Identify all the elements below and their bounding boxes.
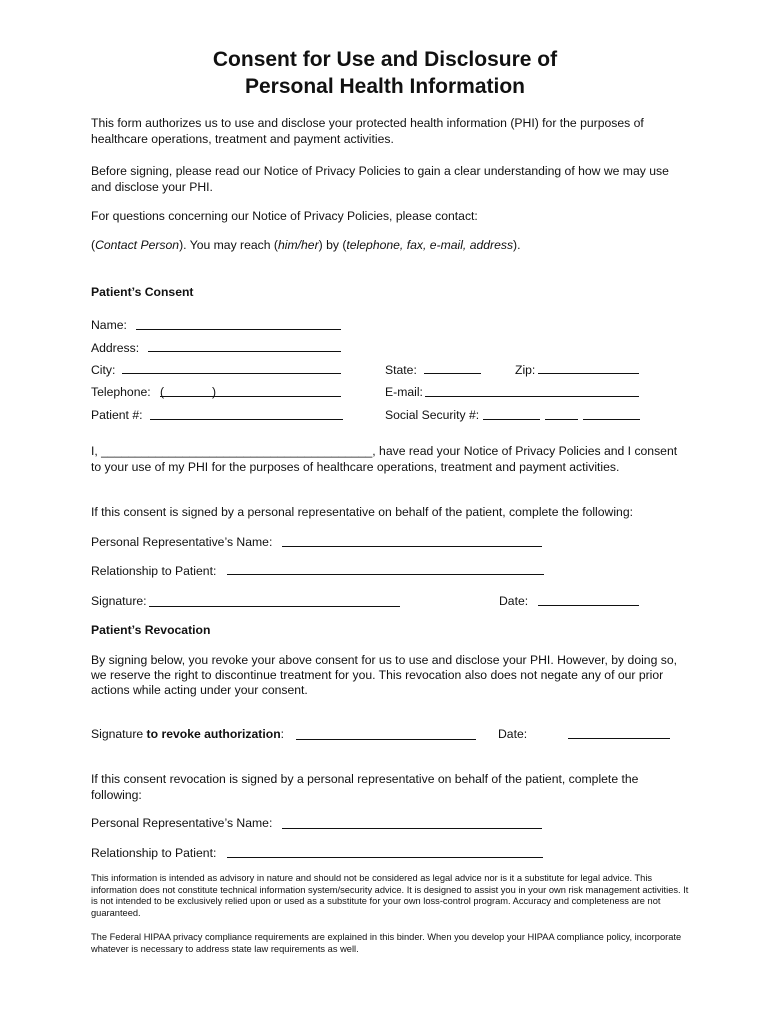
- contact-paragraph: [91, 238, 681, 254]
- ssn-label: Social Security #:: [385, 408, 480, 422]
- city-label: City:: [91, 363, 116, 377]
- email-field[interactable]: [425, 396, 639, 397]
- form-title-line-1: Consent for Use and Disclosure of: [212, 48, 558, 71]
- privacy-notice-paragraph: Before signing, please read our Notice of Privacy Policies to gain a clear understanding of how we may use and disclose your PHI.: [91, 164, 669, 194]
- revoke-date-field[interactable]: [568, 738, 670, 739]
- revoke-signature-suffix: :: [280, 727, 285, 741]
- state-field[interactable]: [424, 373, 481, 374]
- relationship-field[interactable]: [227, 574, 544, 575]
- contact-close: ).: [513, 238, 521, 252]
- email-label: E-mail:: [385, 385, 423, 399]
- address-field[interactable]: [148, 351, 341, 352]
- revoke-date-label: Date:: [498, 727, 528, 741]
- address-label: Address:: [91, 341, 140, 355]
- form-title-line-2: Personal Health Information: [244, 75, 526, 98]
- telephone-label: Telephone:: [91, 385, 151, 399]
- patient-number-label: Patient #:: [91, 408, 143, 422]
- revocation-representative-name-field[interactable]: [282, 828, 542, 829]
- contact-open: (: [91, 238, 96, 252]
- intro-paragraph: This form authorizes us to use and disclose your protected health information (PHI) for the purposes of healthcare operations, treatment and payment activities.: [91, 116, 644, 146]
- ssn-part-2-field[interactable]: [545, 419, 578, 420]
- representative-name-label: Personal Representative’s Name:: [91, 535, 273, 549]
- area-code-open-paren: (: [160, 385, 165, 399]
- contact-methods-placeholder: telephone, fax, e-mail, address: [346, 238, 514, 252]
- state-label: State:: [385, 363, 417, 377]
- representative-name-field[interactable]: [282, 546, 542, 547]
- date-label: Date:: [499, 594, 529, 608]
- revocation-representative-note: If this consent revocation is signed by a personal representative on behalf of the patient, complete the following:: [91, 772, 639, 802]
- representative-note: If this consent is signed by a personal representative on behalf of the patient, complete the following:: [91, 505, 633, 519]
- patient-revocation-heading: Patient’s Revocation: [91, 623, 211, 637]
- ssn-part-3-field[interactable]: [583, 419, 640, 420]
- signature-field[interactable]: [149, 606, 400, 607]
- contact-mid-2: ) by (: [318, 238, 347, 252]
- revocation-relationship-field[interactable]: [227, 857, 543, 858]
- date-field[interactable]: [538, 605, 639, 606]
- patient-number-field[interactable]: [150, 419, 343, 420]
- revocation-paragraph: By signing below, you revoke your above consent for us to use and disclose your PHI. However, by doing so, we reserve the right to discontinue treatment for you. This revocation also does not negate any of our prior actions while acting under your consent.: [91, 653, 678, 698]
- name-field[interactable]: [136, 329, 341, 330]
- city-field[interactable]: [122, 373, 341, 374]
- relationship-label: Relationship to Patient:: [91, 564, 217, 578]
- signature-label: Signature:: [91, 594, 147, 608]
- name-label: Name:: [91, 318, 127, 332]
- area-code-close-paren: ): [212, 385, 217, 399]
- revoke-signature-label: [91, 727, 284, 742]
- revoke-signature-prefix: Signature: [91, 727, 144, 741]
- revoke-signature-bold: to revoke authorization: [143, 727, 281, 741]
- hipaa-compliance-note: The Federal HIPAA privacy compliance requirements are explained in this binder. When you develop your HIPAA compliance policy, incorporate whatever is necessary to address state law requirements as well.: [91, 932, 682, 954]
- telephone-field[interactable]: [160, 396, 341, 397]
- revocation-representative-name-label: Personal Representative’s Name:: [91, 816, 273, 830]
- zip-label: Zip:: [515, 363, 536, 377]
- revoke-signature-field[interactable]: [296, 739, 476, 740]
- contact-person-placeholder: Contact Person: [95, 238, 180, 252]
- advisory-disclaimer: This information is intended as advisory in nature and should not be considered as legal advice nor is it a substitute for legal advice. This information does not constitute technical information system/security advice. It is designed to assist you in your own risk management activities. It is not intended to be exclusively relied upon or used as a substitute for your own loss-control program. Accuracy and completeness are not guaranteed.: [91, 873, 689, 918]
- questions-paragraph: For questions concerning our Notice of Privacy Policies, please contact:: [91, 209, 478, 223]
- zip-field[interactable]: [538, 373, 639, 374]
- contact-mid-1: ). You may reach (: [179, 238, 278, 252]
- patient-consent-heading: Patient’s Consent: [91, 285, 194, 299]
- ssn-part-1-field[interactable]: [483, 419, 540, 420]
- pronoun-placeholder: him/her: [277, 238, 319, 252]
- consent-statement: I, ________________________________________, have read your Notice of Privacy Policies and I consent to your use of my PHI for the purposes of healthcare operations, treatment and payment activities.: [91, 444, 678, 474]
- revocation-relationship-label: Relationship to Patient:: [91, 846, 217, 860]
